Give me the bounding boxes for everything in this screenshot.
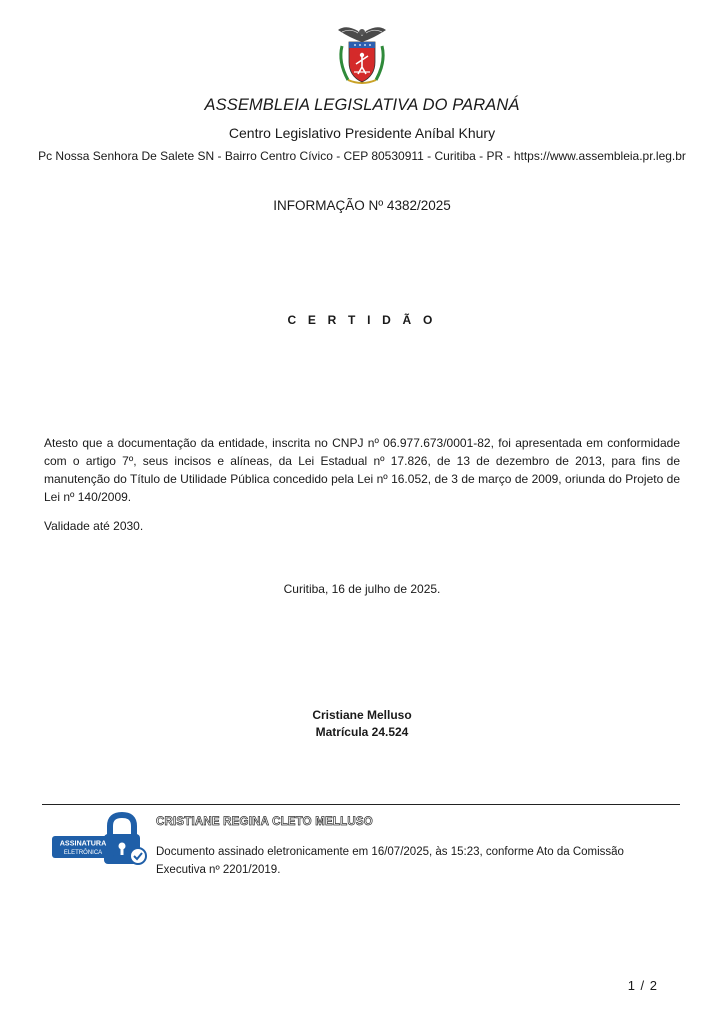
page-number: 1 / 2 [627,978,658,993]
coat-of-arms-icon [334,22,390,88]
signer-name: Cristiane Melluso [312,708,412,722]
badge-line2: ELETRÔNICA [63,850,103,856]
electronic-signature-badge-icon [50,812,150,868]
badge-line1: ASSINATURA [59,838,107,848]
document-title: C E R T I D Ã O [287,313,437,327]
electronic-signature-statement: Documento assinado eletronicamente em 16/07/2025, às 15:23, conforme Ato da Comissão Executiva nº 2201/2019. [156,846,624,876]
information-number: INFORMAÇÃO Nº 4382/2025 [273,198,451,213]
signer-registration: Matrícula 24.524 [315,725,409,739]
divider [42,804,680,805]
legislative-center-name: Centro Legislativo Presidente Aníbal Khury [228,125,496,141]
electronic-signer-name: CRISTIANE REGINA CLETO MELLUSO [156,816,373,828]
certificate-body: Atesto que a documentação da entidade, inscrita no CNPJ nº 06.977.673/0001-82, foi apresentada em conformidade com o artigo 7º, seus incisos e alíneas, da Lei Estadual nº 17.826, de 13 de dezembro de 2013, para fins de manutenção do Título de Utilidade Pública concedido pela Lei nº 16.052, de 3 de março de 2009, oriunda do Projeto de Lei nº 140/2009. [44,436,680,504]
organization-name: ASSEMBLEIA LEGISLATIVA DO PARANÁ [204,96,520,114]
signer-block [0,707,724,741]
validity-statement: Validade até 2030. [44,519,144,533]
organization-address: Pc Nossa Senhora De Salete SN - Bairro Centro Cívico - CEP 80530911 - Curitiba - PR - https://www.assembleia.pr.leg.br [38,149,686,163]
place-and-date: Curitiba, 16 de julho de 2025. [283,582,441,596]
